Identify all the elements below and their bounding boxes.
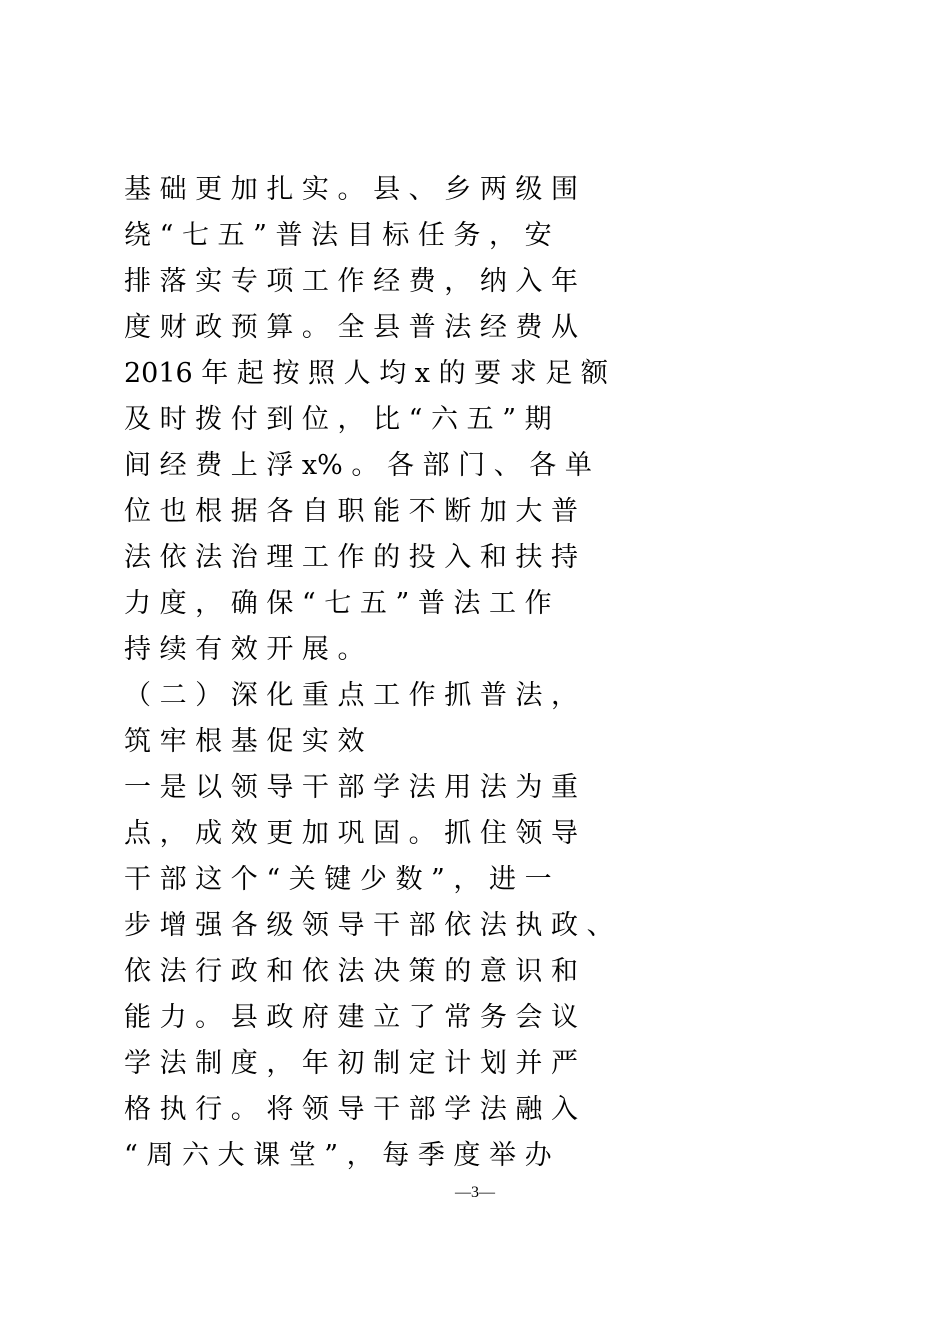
section-heading: 筑 牢 根 基 促 实 效 <box>124 726 365 757</box>
text-line: 格 执 行 。 将 领 导 干 部 学 法 融 入 <box>124 1094 578 1125</box>
text-line: 力 度 ， 确 保 “ 七 五 ” 普 法 工 作 <box>124 588 552 619</box>
text-line: 绕 “ 七 五 ” 普 法 目 标 任 务 ， 安 <box>124 220 552 251</box>
text-line: 一 是 以 领 导 干 部 学 法 用 法 为 重 <box>124 772 578 803</box>
text-line: 学 法 制 度 ， 年 初 制 定 计 划 并 严 <box>124 1048 578 1079</box>
text-line: 基 础 更 加 扎 实 。 县 、 乡 两 级 围 <box>124 174 578 205</box>
page-number: —3— <box>455 1184 495 1201</box>
text-line: 步 增 强 各 级 领 导 干 部 依 法 执 政 、 <box>124 910 614 941</box>
body-text <box>124 167 824 1179</box>
text-line: 排 落 实 专 项 工 作 经 费 ， 纳 入 年 <box>124 266 578 297</box>
text-line: 持 续 有 效 开 展 。 <box>124 634 365 665</box>
text-line: 能 力 。 县 政 府 建 立 了 常 务 会 议 <box>124 1002 578 1033</box>
text-line: 依 法 行 政 和 依 法 决 策 的 意 识 和 <box>124 956 578 987</box>
text-line: 度 财 政 预 算 。 全 县 普 法 经 费 从 <box>124 312 578 343</box>
text-line: “ 周 六 大 课 堂 ” ， 每 季 度 举 办 <box>124 1140 552 1171</box>
text-line: 法 依 法 治 理 工 作 的 投 入 和 扶 持 <box>124 542 578 573</box>
text-line: 位 也 根 据 各 自 职 能 不 断 加 大 普 <box>124 496 578 527</box>
text-line: 干 部 这 个 “ 关 键 少 数 ” ， 进 一 <box>124 864 552 895</box>
text-line: 间 经 费 上 浮 x% 。 各 部 门 、 各 单 <box>124 450 592 481</box>
section-heading: （ 二 ） 深 化 重 点 工 作 抓 普 法 ， <box>124 680 578 711</box>
text-line: 点 ， 成 效 更 加 巩 固 。 抓 住 领 导 <box>124 818 578 849</box>
text-line: 及 时 拨 付 到 位 ， 比 “ 六 五 ” 期 <box>124 404 552 435</box>
text-line: 2016 年 起 按 照 人 均 x 的 要 求 足 额 <box>124 358 608 389</box>
